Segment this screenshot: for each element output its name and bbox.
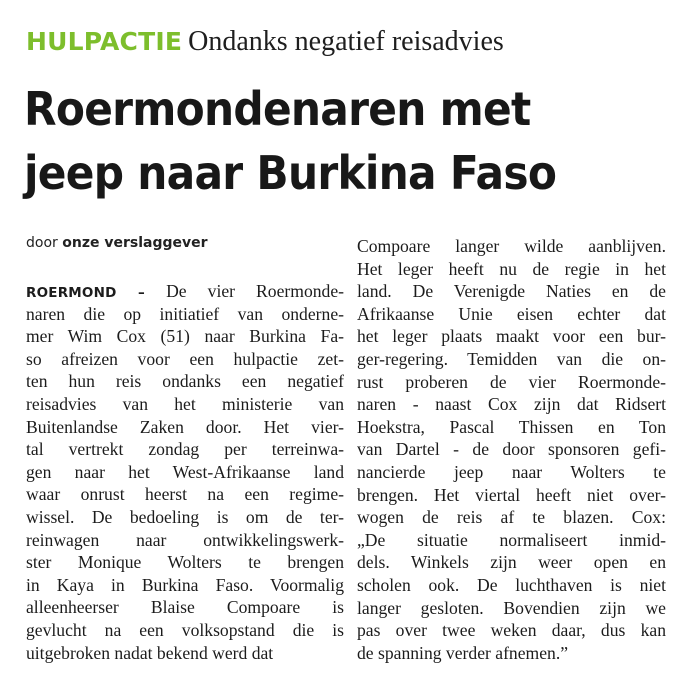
kicker bbox=[26, 24, 666, 60]
byline bbox=[26, 233, 336, 253]
text-line: Compoare langer wilde aanblijven. bbox=[357, 236, 666, 256]
text-line: alleenheerser Blaise Compoare is bbox=[26, 597, 344, 618]
text-line: Hoekstra, Pascal Thissen en Ton bbox=[357, 416, 666, 437]
text-line: wogen de reis af te blazen. Cox: bbox=[357, 507, 666, 528]
text-line-content: De vier Roermonde- bbox=[166, 281, 344, 301]
text-line: Afrikaanse Unie eisen echter dat bbox=[357, 303, 666, 324]
byline-author: onze verslaggever bbox=[62, 235, 208, 251]
text-line: gen naar het West-Afrikaanse land bbox=[26, 461, 344, 482]
text-line: mer Wim Cox (51) naar Burkina Fa- bbox=[26, 326, 344, 347]
text-line: het leger plaats maakt voor een bur- bbox=[357, 326, 666, 347]
text-line: ger-regering. Temidden van die on- bbox=[357, 348, 666, 369]
headline-line-1: Roermondenaren met bbox=[24, 82, 531, 136]
text-line: scholen ook. De luchthaven is niet bbox=[357, 574, 666, 595]
text-line: gevlucht na een volksopstand die is bbox=[26, 619, 344, 640]
text-line: dels. Winkels zijn weer open en bbox=[357, 552, 666, 573]
text-line: Buitenlandse Zaken door. Het vier- bbox=[26, 416, 344, 437]
text-line: pas over twee weken daar, dus kan bbox=[357, 620, 666, 641]
text-line: ten hun reis ondanks een negatief bbox=[26, 371, 344, 392]
text-line: reinwagen naar ontwikkelingswerk- bbox=[26, 529, 344, 550]
text-line: tal vertrekt zondag per terreinwa- bbox=[26, 439, 344, 460]
text-line: Het leger heeft nu de regie in het bbox=[357, 258, 666, 279]
headline bbox=[24, 77, 622, 205]
article-column-2 bbox=[357, 235, 666, 664]
text-line: „De situatie normaliseert inmid- bbox=[357, 529, 666, 550]
kicker-label: HULPACTIE bbox=[26, 27, 183, 56]
text-line: naren - naast Cox zijn dat Ridsert bbox=[357, 394, 666, 415]
text-line: brengen. Het viertal heeft niet over- bbox=[357, 484, 666, 505]
kicker-text: Ondanks negatief reisadvies bbox=[188, 26, 504, 57]
text-line bbox=[26, 280, 344, 303]
text-line: nancierde jeep naar Wolters te bbox=[357, 461, 666, 482]
text-line: land. De Verenigde Naties en de bbox=[357, 281, 666, 302]
text-line: wissel. De bedoeling is om de ter- bbox=[26, 506, 344, 527]
text-line: uitgebroken nadat bekend werd dat bbox=[26, 642, 274, 663]
headline-line-2: jeep naar Burkina Faso bbox=[24, 146, 557, 200]
text-line: waar onrust heerst na een regime- bbox=[26, 484, 344, 505]
dateline: ROERMOND – bbox=[26, 285, 146, 301]
text-line: reisadvies van het ministerie van bbox=[26, 393, 344, 414]
text-line: ster Monique Wolters te brengen bbox=[26, 552, 344, 573]
text-line: langer gesloten. Bovendien zijn we bbox=[357, 597, 666, 618]
text-line: de spanning verder afnemen.” bbox=[357, 642, 569, 663]
text-line: van Dartel - de door sponsoren gefi- bbox=[357, 439, 666, 460]
article-column-1 bbox=[26, 280, 344, 664]
text-line: rust proberen de vier Roermonde- bbox=[357, 371, 666, 392]
text-line: in Kaya in Burkina Faso. Voormalig bbox=[26, 574, 344, 595]
byline-prefix: door bbox=[26, 235, 58, 251]
text-line: so afreizen voor een hulpactie zet- bbox=[26, 348, 344, 369]
text-line: naren die op initiatief van onderne- bbox=[26, 303, 344, 324]
